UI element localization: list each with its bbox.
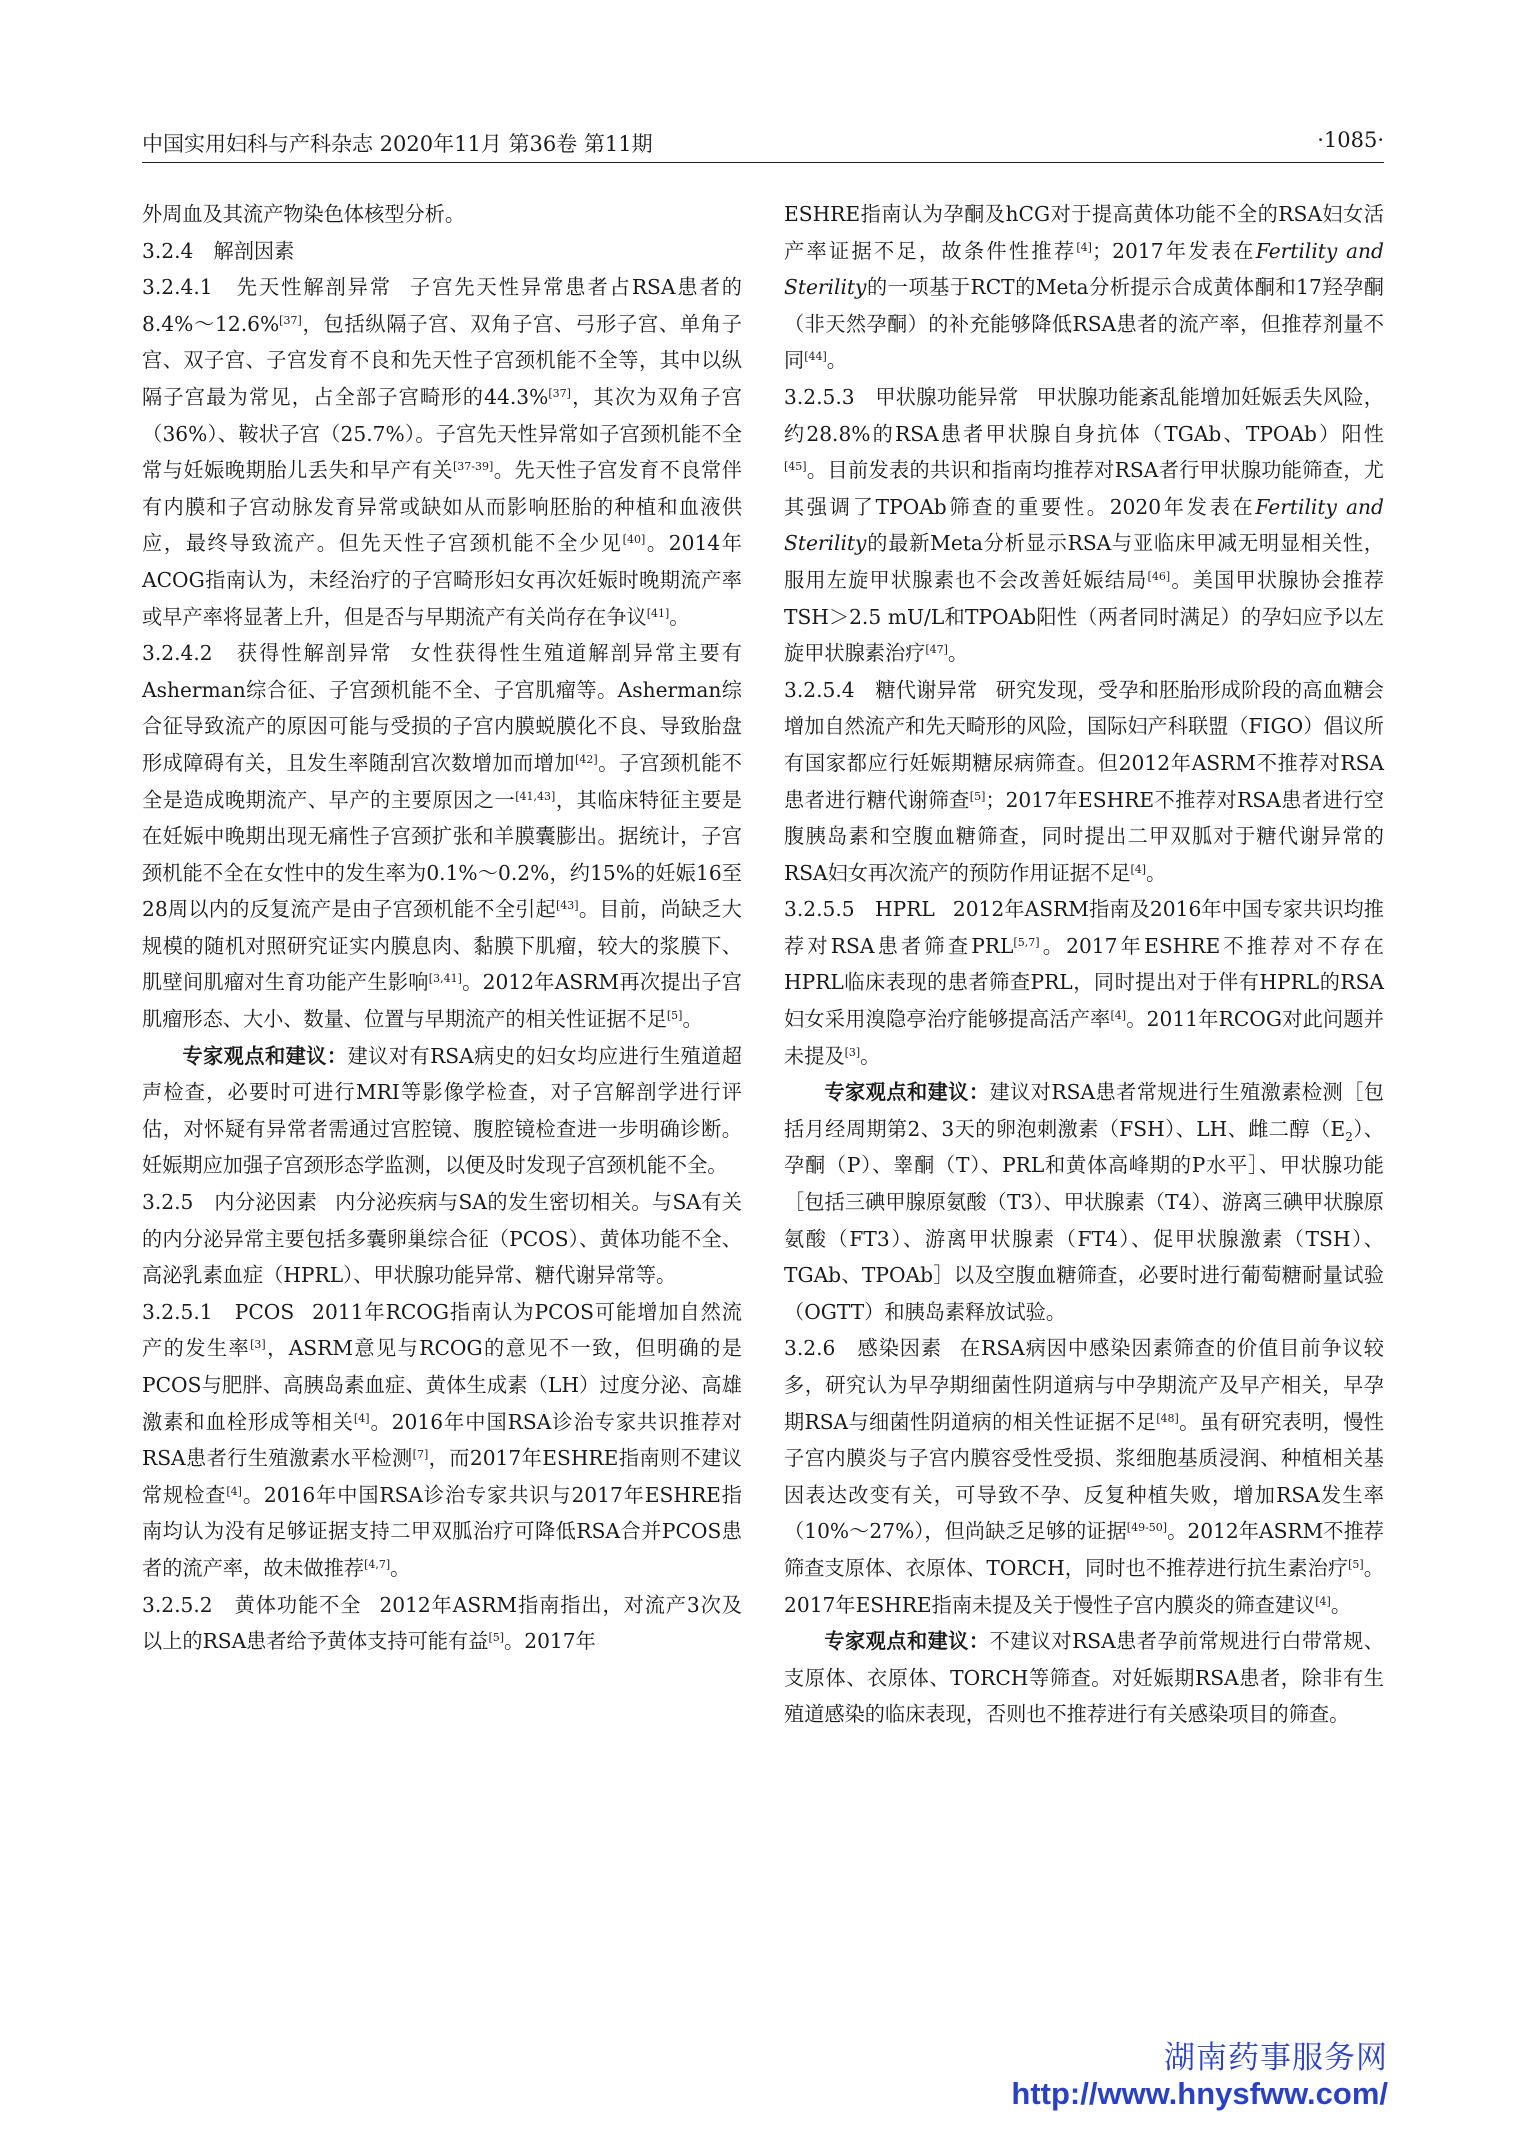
expert-opinion-label: 专家观点和建议： — [824, 1629, 990, 1654]
section-heading: 3.2.4.1 先天性解剖异常 — [142, 275, 393, 300]
paragraph — [784, 379, 1384, 672]
paragraph — [784, 672, 1384, 892]
paragraph — [784, 1330, 1384, 1623]
paragraph — [142, 233, 742, 270]
section-heading: 3.2.5.2 黄体功能不全 — [142, 1592, 362, 1617]
paragraph — [142, 1184, 742, 1294]
paragraph — [142, 635, 742, 1038]
paragraph-text: ESHRE指南认为孕酮及hCG对于提高黄体功能不全的RSA妇女活产率证据不足，故条件性推荐[4]；2017年发表在Fertility and Sterility的一项基于RCT的Meta分析提示合成黄体酮和17羟孕酮（非天然孕酮）的补充能够降低RSA患者的流产率，但推荐剂量不同[44]。 — [784, 202, 1384, 373]
paragraph-text: 甲状腺功能紊乱能增加妊娠丢失风险，约28.8%的RSA患者甲状腺自身抗体（TGAb、TPOAb）阳性[45]。目前发表的共识和指南均推荐对RSA者行甲状腺功能筛查，尤其强调了TPOAb筛查的重要性。2020年发表在Fertility and Sterility的最新Meta分析显示RSA与亚临床甲减无明显相关性，服用左旋甲状腺素也不会改善妊娠结局[46]。美国甲状腺协会推荐TSH＞2.5 mU/L和TPOAb阳性（两者同时满足）的孕妇应予以左旋甲状腺素治疗[47]。 — [784, 384, 1384, 666]
paragraph-text: 建议对有RSA病史的妇女均应进行生殖道超声检查，必要时可进行MRI等影像学检查，对子宫解剖学进行评估，对怀疑有异常者需通过宫腔镜、腹腔镜检查进一步明确诊断。妊娠期应加强子宫颈形态学监测，以便及时发现子宫颈机能不全。 — [142, 1043, 742, 1178]
paragraph — [784, 1074, 1384, 1330]
section-heading: 3.2.4 解剖因素 — [142, 238, 295, 263]
paragraph-text: 在RSA病因中感染因素筛查的价值目前争议较多，研究认为早孕期细菌性阴道病与中孕期流产及早产相关，早孕期RSA与细菌性阴道病的相关性证据不足[48]。虽有研究表明，慢性子宫内膜炎与子宫内膜容受性受损、浆细胞基质浸润、种植相关基因表达改变有关，可导致不孕、反复种植失败，增加RSA发生率（10%～27%），但尚缺乏足够的证据[49-50]。2012年ASRM不推荐筛查支原体、衣原体、TORCH，同时也不推荐进行抗生素治疗[5]。2017年ESHRE指南未提及关于慢性子宫内膜炎的筛查建议[4]。 — [784, 1336, 1384, 1617]
paragraph — [142, 269, 742, 635]
expert-opinion-label: 专家观点和建议： — [182, 1043, 348, 1068]
section-heading: 3.2.5 内分泌因素 — [142, 1190, 318, 1215]
running-header — [142, 128, 1384, 163]
expert-opinion-label: 专家观点和建议： — [824, 1080, 990, 1105]
section-heading: 3.2.6 感染因素 — [784, 1336, 942, 1361]
paragraph-text: 外周血及其流产物染色体核型分析。 — [142, 202, 466, 226]
paragraph — [142, 1038, 742, 1184]
section-heading: 3.2.4.2 获得性解剖异常 — [142, 641, 393, 666]
section-heading: 3.2.5.1 PCOS — [142, 1299, 295, 1324]
watermark[interactable] — [1011, 2040, 1388, 2112]
paragraph — [784, 1623, 1384, 1733]
paragraph-text: 不建议对RSA患者孕前常规进行白带常规、支原体、衣原体、TORCH等筛查。对妊娠期RSA患者，除非有生殖道感染的临床表现，否则也不推荐进行有关感染项目的筛查。 — [784, 1629, 1384, 1727]
paragraph-text: 研究发现，受孕和胚胎形成阶段的高血糖会增加自然流产和先天畸形的风险，国际妇产科联盟（FIGO）倡议所有国家都应行妊娠期糖尿病筛查。但2012年ASRM不推荐对RSA患者进行糖代谢筛查[5]；2017年ESHRE不推荐对RSA患者进行空腹胰岛素和空腹血糖筛查，同时提出二甲双胍对于糖代谢异常的RSA妇女再次流产的预防作用证据不足[4]。 — [784, 677, 1384, 885]
journal-title: 中国实用妇科与产科杂志 2020年11月 第36卷 第11期 — [142, 132, 653, 156]
paragraph-text: 女性获得性生殖道解剖异常主要有Asherman综合征、子宫颈机能不全、子宫肌瘤等。Asherman综合征导致流产的原因可能与受损的子宫内膜蜕膜化不良、导致胎盘形成障碍有关，且发生率随刮宫次数增加而增加[42]。子宫颈机能不全是造成晚期流产、早产的主要原因之一[41,43]，其临床特征主要是在妊娠中晚期出现无痛性子宫颈扩张和羊膜囊膨出。据统计，子宫颈机能不全在女性中的发生率为0.1%～0.2%，约15%的妊娠16至28周以内的反复流产是由子宫颈机能不全引起[43]。目前，尚缺乏大规模的随机对照研究证实内膜息肉、黏膜下肌瘤，较大的浆膜下、肌壁间肌瘤对生育功能产生影响[3,41]。2012年ASRM再次提出子宫肌瘤形态、大小、数量、位置与早期流产的相关性证据不足[5]。 — [142, 641, 742, 1032]
right-column — [784, 196, 1384, 1733]
left-column — [142, 196, 742, 1660]
paragraph — [142, 1294, 742, 1587]
paragraph — [142, 196, 742, 233]
paragraph-text: 建议对RSA患者常规进行生殖激素检测［包括月经周期第2、3天的卵泡刺激素（FSH）、LH、雌二醇$(E_2)$、孕酮（P）、睾酮（T）、PRL和黄体高峰期的P水平］、甲状腺功能［包括三碘甲腺原氨酸（T3）、甲状腺素（T4）、游离三碘甲状腺原氨酸（FT3）、游离甲状腺素（FT4）、促甲状腺激素（TSH）、TGAb、TPOAb］以及空腹血糖筛查，必要时进行葡萄糖耐量试验（OGTT）和胰岛素释放试验。 — [784, 1080, 1384, 1324]
paragraph-text: 内分泌疾病与SA的发生密切相关。与SA有关的内分泌异常主要包括多囊卵巢综合征（PCOS）、黄体功能不全、高泌乳素血症（HPRL）、甲状腺功能异常、糖代谢异常等。 — [142, 1190, 742, 1288]
paragraph-text: 子宫先天性异常患者占RSA患者的8.4%～12.6%[37]，包括纵隔子宫、双角子宫、弓形子宫、单角子宫、双子宫、子宫发育不良和先天性子宫颈机能不全等，其中以纵隔子宫最为常见，占全部子宫畸形的44.3%[37]，其次为双角子宫（36%）、鞍状子宫（25.7%）。子宫先天性异常如子宫颈机能不全常与妊娠晚期胎儿丢失和早产有关[37-39]。先天性子宫发育不良常伴有内膜和子宫动脉发育异常或缺如从而影响胚胎的种植和血液供应，最终导致流产。但先天性子宫颈机能不全少见[40]。2014年ACOG指南认为，未经治疗的子宫畸形妇女再次妊娠时晚期流产率或早产率将显著上升，但是否与早期流产有关尚存在争议[41]。 — [142, 275, 742, 629]
watermark-url[interactable]: http://www.hnysfww.com/ — [1011, 2076, 1388, 2111]
page-number: ·1085· — [1317, 128, 1384, 152]
section-heading: 3.2.5.5 HPRL — [784, 897, 935, 922]
section-heading: 3.2.5.3 甲状腺功能异常 — [784, 384, 1019, 409]
paragraph — [784, 196, 1384, 379]
paragraph-text: 2012年ASRM指南及2016年中国专家共识均推荐对RSA患者筛查PRL[5,7]。2017年ESHRE不推荐对不存在HPRL临床表现的患者筛查PRL，同时提出对于伴有HPRL的RSA妇女采用溴隐亭治疗能够提高活产率[4]。2011年RCOG对此问题并未提及[3]。 — [784, 897, 1384, 1068]
paragraph — [142, 1587, 742, 1660]
paragraph-text: 2012年ASRM指南指出，对流产3次及以上的RSA患者给予黄体支持可能有益[5]。2017年 — [142, 1592, 742, 1654]
section-heading: 3.2.5.4 糖代谢异常 — [784, 677, 978, 702]
paragraph-text: 2011年RCOG指南认为PCOS可能增加自然流产的发生率[3]，ASRM意见与RCOG的意见不一致，但明确的是PCOS与肥胖、高胰岛素血症、黄体生成素（LH）过度分泌、高雄激素和血栓形成等相关[4]。2016年中国RSA诊治专家共识推荐对RSA患者行生殖激素水平检测[7]，而2017年ESHRE指南则不建议常规检查[4]。2016年中国RSA诊治专家共识与2017年ESHRE指南均认为没有足够证据支持二甲双胍治疗可降低RSA合并PCOS患者的流产率，故未做推荐[4,7]。 — [142, 1299, 742, 1580]
paragraph — [784, 891, 1384, 1074]
watermark-site-name: 湖南药事服务网 — [1164, 2040, 1388, 2075]
